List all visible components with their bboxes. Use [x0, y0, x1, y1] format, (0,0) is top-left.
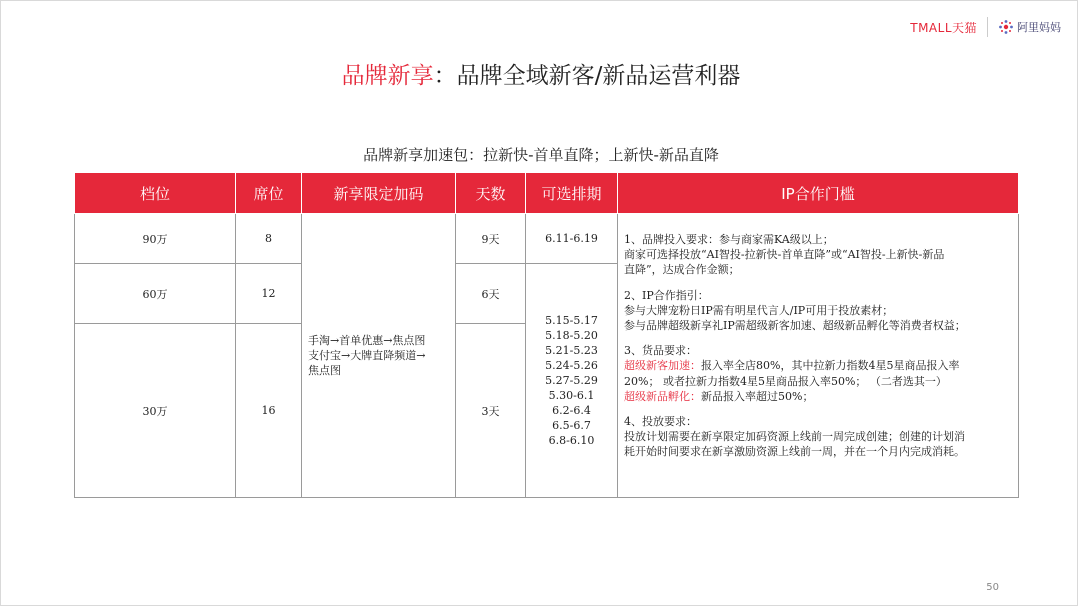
tier-cell: 90万 [75, 214, 236, 264]
package-table [74, 172, 1019, 498]
req-line: 耗开始时间要求在新享激励资源上线前一周，并在一个月内完成消耗。 [624, 445, 965, 459]
schedule-line: 6.5-6.7 [552, 419, 591, 432]
schedule-line: 5.24-5.26 [545, 359, 598, 372]
table-row [75, 214, 1019, 264]
schedule-line: 5.30-6.1 [548, 389, 595, 402]
schedule-line: 5.21-5.23 [545, 344, 598, 357]
promo-line: 手淘→首单优惠→焦点图 [308, 334, 426, 347]
promo-line: 焦点图 [308, 364, 341, 377]
header-seats: 席位 [236, 173, 302, 214]
schedule-cell [526, 264, 618, 498]
header-requirements: IP合作门槛 [618, 173, 1019, 214]
days-cell: 6天 [456, 264, 526, 324]
seats-cell: 16 [236, 324, 302, 498]
alimama-icon [998, 19, 1014, 35]
days-cell: 9天 [456, 214, 526, 264]
promo-line: 支付宝→大牌直降频道→ [308, 349, 426, 362]
tmall-logo: TMALL天猫 [910, 20, 977, 35]
header-schedule: 可选排期 [526, 173, 618, 214]
schedule-line: 5.18-5.20 [545, 329, 598, 342]
req-line [624, 358, 1012, 373]
req-line: 20%； 或者拉新力指数4星5星商品报入率50%； （二者选其一） [624, 374, 947, 388]
schedule-line: 6.8-6.10 [548, 434, 595, 447]
days-cell: 3天 [456, 324, 526, 498]
req-line: 2、IP合作指引： [624, 288, 709, 302]
table-header-row [75, 173, 1019, 214]
req-line: 商家可选择投放“AI智投-拉新快-首单直降”或“AI智投-上新快-新品 [624, 248, 945, 262]
req-highlight: 超级新客加速： [624, 359, 701, 373]
alimama-logo [998, 19, 1061, 35]
tier-cell: 60万 [75, 264, 236, 324]
requirements-cell [618, 214, 1019, 498]
page-title [1, 57, 1080, 90]
table-caption: 品牌新享加速包：拉新快-首单直降；上新快-新品直降 [363, 146, 719, 164]
req-line: 投放计划需要在新享限定加码资源上线前一周完成创建；创建的计划消 [624, 430, 965, 444]
req-line: 参与大牌宠粉日IP需有明星代言人/IP可用于投放素材； [624, 303, 894, 317]
req-line: 直降”，达成合作金额； [624, 263, 740, 277]
header-promo: 新享限定加码 [302, 173, 456, 214]
req-text: 新品报入率超过50%； [701, 389, 814, 403]
req-highlight: 超级新品孵化： [624, 389, 701, 403]
schedule-cell: 6.11-6.19 [526, 214, 618, 264]
schedule-line: 6.2-6.4 [552, 404, 591, 417]
req-line: 4、投放要求： [624, 415, 697, 429]
alimama-wordmark: 阿里妈妈 [1017, 21, 1061, 34]
promo-cell [302, 214, 456, 498]
brand-logos [910, 17, 1061, 37]
title-accent: 品牌新享 [341, 63, 434, 89]
seats-cell: 12 [236, 264, 302, 324]
schedule-line: 5.15-5.17 [545, 314, 598, 327]
req-line: 3、货品要求： [624, 344, 697, 358]
title-rest: ：品牌全域新客/新品运营利器 [433, 63, 741, 89]
req-text: 报入率全店80%，其中拉新力指数4星5星商品报入率 [701, 359, 960, 373]
page-number: 50 [986, 582, 999, 593]
header-tier: 档位 [75, 173, 236, 214]
tier-cell: 30万 [75, 324, 236, 498]
req-line: 参与品牌超级新享礼IP需超级新客加速、超级新品孵化等消费者权益； [624, 319, 966, 333]
seats-cell: 8 [236, 214, 302, 264]
req-line [624, 389, 1012, 404]
schedule-line: 5.27-5.29 [545, 374, 598, 387]
logo-divider [987, 17, 988, 37]
header-days: 天数 [456, 173, 526, 214]
req-line: 1、品牌投入要求：参与商家需KA级以上； [624, 233, 834, 246]
